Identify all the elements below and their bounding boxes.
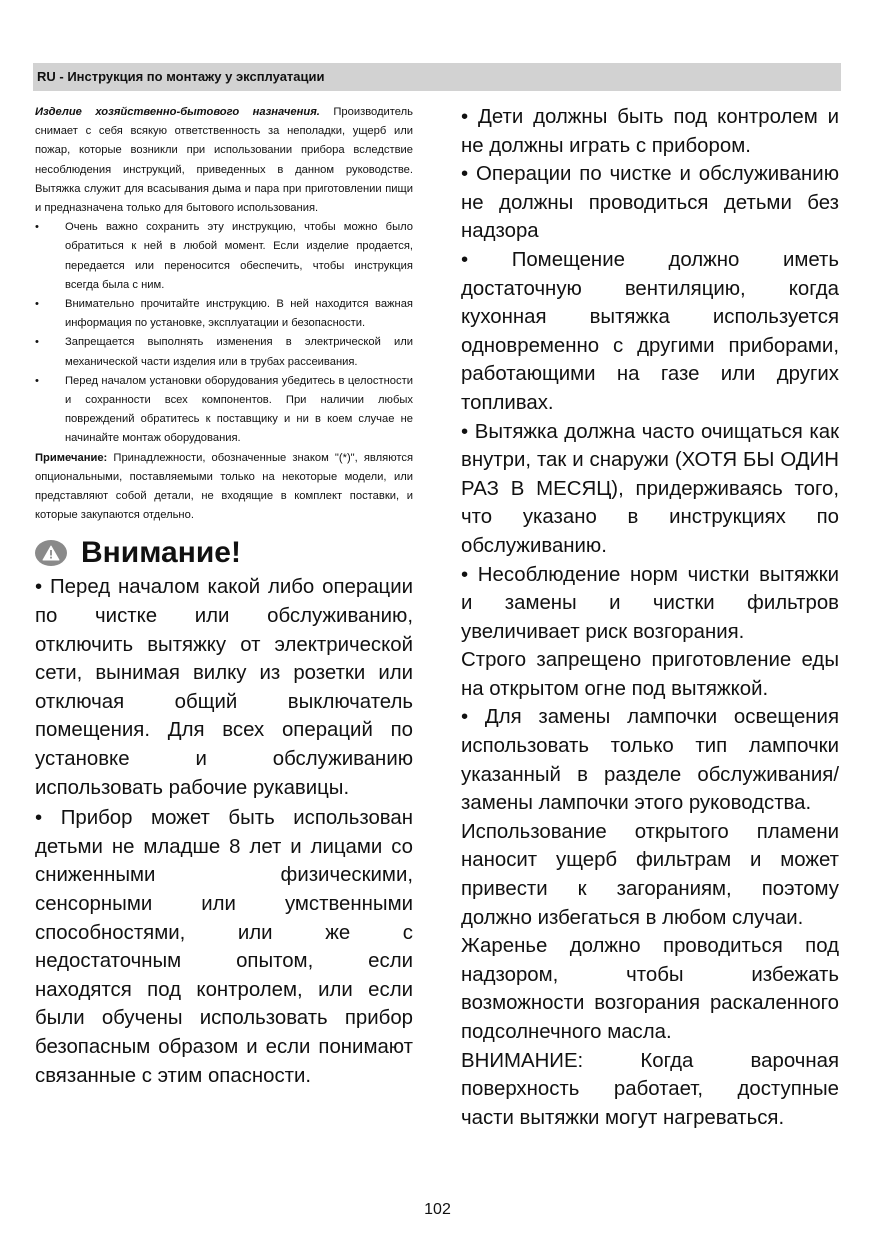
list-item: • Очень важно сохранить эту инструкцию, чтобы можно было обратиться к ней в любой момент. Если изделие продается, передается или переносится обеспечить, чтобы инструкция всегда была с ним. xyxy=(35,218,413,295)
instruction-bullets xyxy=(35,218,413,448)
right-paragraph-5: • Несоблюдение норм чистки вытяжки и замены и чистки фильтров увеличивает риск возгорания. xyxy=(461,563,839,643)
right-column xyxy=(461,103,839,1132)
right-paragraph-6: Строго запрещено приготовление еды на открытом огне под вытяжкой. xyxy=(461,649,839,700)
right-paragraph-3: • Помещение должно иметь достаточную вентиляцию, когда кухонная вытяжка используется одновременно с другими приборами, работающими на газе или других топливах. xyxy=(461,248,839,414)
bullet-marker: • xyxy=(35,374,39,387)
intro-body: Производитель снимает с себя всякую ответственность за неполадки, ущерб или пожар, которые возникли при использовании прибора вследствие несоблюдения инструкций, приведенных в данном руководстве. Вытяжка служит для всасывания дыма и пара при приготовлении пищи и предназначена только для бытового использования. xyxy=(35,106,413,215)
intro-lead: Изделие хозяйственно-бытового назначения. xyxy=(35,106,320,118)
warning-paragraph-1: • Перед началом какой либо операции по чистке или обслуживанию, отключить вытяжку от электрической сети, вынимая вилку из розетки или отключая общий выключатель помещения. Для всех операций по установке и обслуживанию использовать рабочие рукавицы. xyxy=(35,576,413,799)
bullet-marker: • xyxy=(35,221,39,234)
warning-icon xyxy=(35,540,67,566)
warning-heading xyxy=(35,535,413,571)
list-item: • Перед началом установки оборудования убедитесь в целостности и сохранности всех компонентов. При наличии любых повреждений обратитесь к поставщику и ни в коем случае не начинайте монтаж оборудования. xyxy=(35,372,413,449)
page-number: 102 xyxy=(424,1201,451,1218)
note-label: Примечание: xyxy=(35,451,108,464)
warning-title: Внимание! xyxy=(81,536,241,570)
note-text: Принадлежности, обозначенные знаком "(*)", являются опциональными, поставляемыми только на некоторые модели, или представляют собой детали, не входящие в комплект поставки, и которые закупаются отдельно. xyxy=(35,451,413,522)
right-paragraph-10: ВНИМАНИЕ: Когда варочная поверхность работает, доступные части вытяжки могут нагреваться. xyxy=(461,1049,839,1129)
note-paragraph xyxy=(35,449,413,526)
warning-paragraph-2: • Прибор может быть использован детьми не младше 8 лет и лицами со сниженными физическими, сенсорными или умственными способностями, или же с недостаточным опытом, если находятся под контролем, или если были обучены использовать прибор безопасным образом и если понимают связанные с этим опасности. xyxy=(35,807,413,1087)
intro-paragraph xyxy=(35,103,413,218)
right-paragraph-9: Жаренье должно проводиться под надзором, чтобы избежать возможности возгорания раскаленного подсолнечного масла. xyxy=(461,935,839,1043)
list-item: • Запрещается выполнять изменения в электрической или механической части изделия или в трубах рассеивания. xyxy=(35,333,413,371)
right-paragraph-2: • Операции по чистке и обслуживанию не должны проводиться детьми без надзора xyxy=(461,163,839,243)
bullet-marker: • xyxy=(35,298,39,311)
section-header xyxy=(33,63,841,91)
list-item: • Внимательно прочитайте инструкцию. В ней находится важная информация по установке, эксплуатации и безопасности. xyxy=(35,295,413,333)
bullet-marker: • xyxy=(35,336,39,349)
right-paragraph-4: • Вытяжка должна часто очищаться как внутри, так и снаружи (ХОТЯ БЫ ОДИН РАЗ В МЕСЯЦ), придерживаясь того, что указано в инструкциях по обслуживанию. xyxy=(461,420,839,557)
section-header-title: RU - Инструкция по монтажу у эксплуатации xyxy=(37,69,325,84)
right-paragraph-7: • Для замены лампочки освещения использовать только тип лампочки указанный в разделе обслуживания/замены лампочки этого руководства. xyxy=(461,706,839,815)
left-column xyxy=(35,103,413,1090)
right-paragraph-1: • Дети должны быть под контролем и не должны играть с прибором. xyxy=(461,106,839,157)
right-paragraph-8: Использование открытого пламени наносит ущерб фильтрам и может привести к загораниям, поэтому должно избегаться в любом случаи. xyxy=(461,820,839,929)
